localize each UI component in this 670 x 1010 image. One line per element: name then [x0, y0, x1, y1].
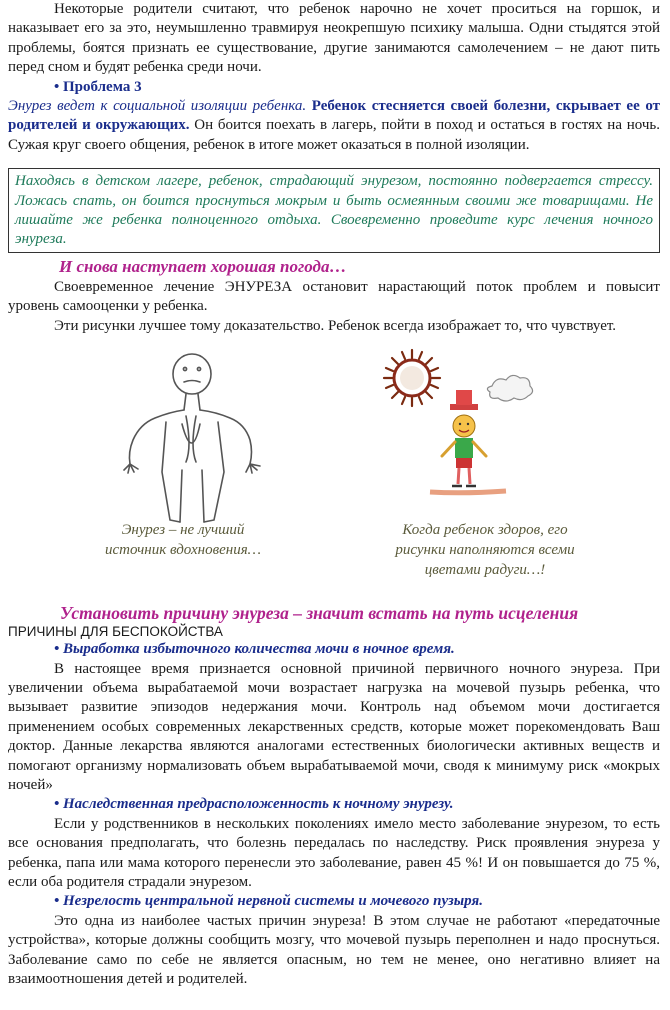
sad-child-drawing [100, 352, 300, 532]
problem-3-text [8, 97, 660, 155]
caption-left-line-1: Энурез – не лучший [121, 522, 245, 539]
problem-3-italic-lead: Энурез ведет к социальной изоляции ребенка. [8, 98, 307, 115]
problem-3-rest: Он боится поехать в лагерь, пойти в поход и остаться в гостях на ночь. Сужая круг своего общения, ребенок в итоге может оказаться в полной изоляции. [8, 117, 661, 153]
document-page [8, 0, 660, 989]
caption-right-line-2: рисунки наполняются всеми [395, 542, 575, 559]
paragraph-treatment: Своевременное лечение ЭНУРЕЗА остановит нарастающий поток проблем и повысит уровень самооценки у ребенка. [8, 278, 660, 315]
paragraph-drawings: Эти рисунки лучшее тому доказательство. Ребенок всегда изображает то, что чувствует. [54, 317, 617, 334]
caption-right-line-3: цветами радуги…! [424, 562, 546, 579]
camp-callout-box: Находясь в детском лагере, ребенок, страдающий энурезом, постоянно подвергается стрессу. Ложась спать, он боится проснуться мокрым и быть осмеянным своими же товарищами. Не лишайте же ребенка полноценного отдыха. Своевременно проведите курс лечения ночного энуреза. [8, 168, 660, 253]
cause-2-title: • Наследственная предрасположенность к ночному энурезу. [54, 796, 454, 813]
paragraph-parents: Некоторые родители считают, что ребенок нарочно не хочет проситься на горшок, и наказывает его за это, неумышленно травмируя неокрепшую психику малыша. Одни стыдятся этой проблемы, боятся признать ее существование, другие занимаются самолечением – не дают пить перед сном и будят ребенка среди ночи. [8, 1, 660, 76]
cause-3-title: • Незрелость центральной нервной системы и мочевого пузыря. [54, 893, 483, 910]
causes-label: ПРИЧИНЫ ДЛЯ БЕСПОКОЙСТВА [8, 624, 223, 640]
cloud-drawing [487, 376, 532, 402]
caption-left-line-2: источник вдохновения… [105, 542, 261, 559]
cause-1-text: В настоящее время признается основной причиной первичного ночного энуреза. При увеличении объема вырабатаемой мочи возрастает нагрузка на мочевой пузырь ребенка, что вызывает развитие эпизодов недержания мочи. Контроль над объемом мочи достигается применением особых современных лекарственных средств, которые может порекомендовать Ваш доктор. Данные лекарства являются аналогами естественных биологически активных веществ и помогают организму нормализовать объем вырабатываемой мочи, сводя к минимуму риск «мокрых ночей» [8, 660, 660, 793]
cause-1-title: • Выработка избыточного количества мочи в ночное время. [54, 641, 455, 658]
caption-left [63, 520, 303, 560]
caption-right-line-1: Когда ребенок здоров, его [402, 522, 568, 539]
heading-find-cause: Установить причину энуреза – значит встать на путь исцеления [60, 603, 579, 624]
problem-3-title: • Проблема 3 [54, 78, 142, 95]
cause-2-text: Если у родственников в нескольких поколениях имело место заболевание энурезом, то есть все основания предполагать, что болезнь передалась по наследству. Риск проявления энуреза у ребенка, папа или мама которого перенесли это заболевание, равен 45 %! И он повышается до 75 %, если оба родителя страдали энурезом. [8, 815, 660, 890]
child-drawing [430, 390, 506, 493]
happy-child-drawing [376, 346, 576, 526]
cause-3-text: Это одна из наиболее частых причин энуреза! В этом случае не работают «передаточные устройства», которые должны сообщить мозгу, что мочевой пузырь переполнен и надо проснуться. Заболевание само по себе не является опасным, но тем не менее, оно негативно влияет на взаимоотношения детей и родителей. [8, 912, 660, 987]
caption-right [360, 520, 610, 580]
drawings-figure [8, 336, 660, 602]
heading-good-weather: И снова наступает хорошая погода… [59, 256, 347, 276]
problem-3-bold-lead: Ребенок стесняется своей болезни, скрывает ее от родителей и окружающих. [8, 98, 660, 134]
sun-drawing [384, 350, 440, 406]
